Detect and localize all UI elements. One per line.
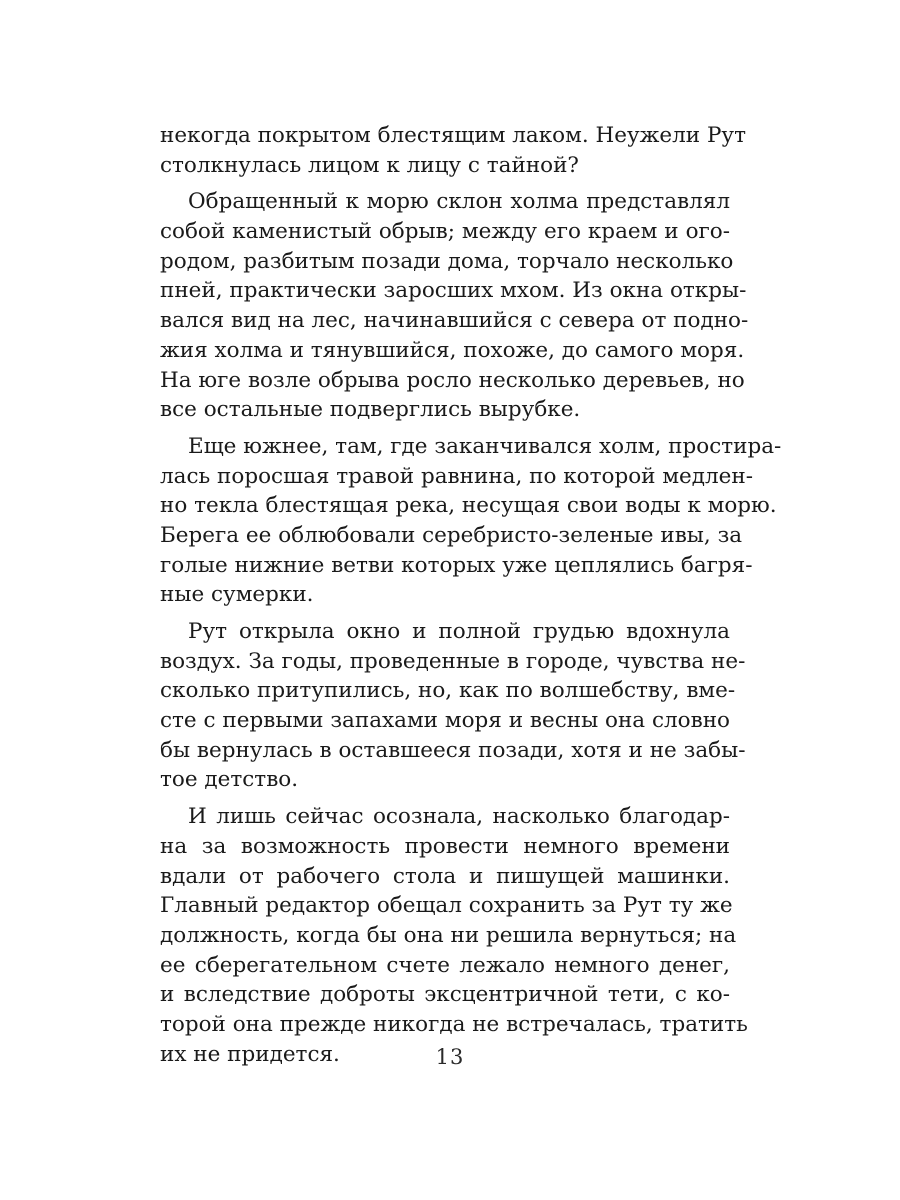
text-line: собой каменистый обрыв; между его краем и ого-: [160, 219, 730, 245]
text-line: Берега ее облюбовали серебристо-зеленые ивы, за: [160, 522, 743, 548]
paragraph-gap: [160, 610, 730, 617]
text-line: На юге возле обрыва росло несколько деревьев, но: [160, 367, 745, 393]
paragraph: [160, 617, 746, 795]
text-line: И лишь сейчас осознала, насколько благодар-: [188, 804, 730, 830]
text-line: вался вид на лес, начинавшийся с севера от подно-: [160, 308, 749, 334]
page-number: 13: [435, 1045, 465, 1069]
text-line: жия холма и тянувшийся, похоже, до самого моря.: [160, 337, 745, 363]
text-line: но текла блестящая река, несущая свои воды к морю.: [160, 493, 777, 519]
text-line: воздух. За годы, проведенные в городе, чувства не-: [160, 648, 746, 674]
text-line: лась поросшая травой равнина, по которой медлен-: [160, 463, 753, 489]
text-line: на за возможность провести немного времени: [160, 833, 730, 859]
text-line: Рут открыла окно и полной грудью вдохнула: [188, 619, 730, 644]
text-line: Обращенный к морю склон холма представлял: [188, 189, 730, 215]
paragraph-gap: [160, 180, 730, 187]
paragraph: [160, 121, 746, 180]
text-line: сте с первыми запахами моря и весны она словно: [160, 708, 730, 734]
text-line: вдали от рабочего стола и пишущей машинки.: [160, 863, 730, 889]
paragraph: [160, 802, 748, 1069]
text-line: голые нижние ветви которых уже цеплялись багря-: [160, 552, 753, 578]
paragraph: [160, 432, 782, 610]
text-line: некогда покрытом блестящим лаком. Неужели Рут: [160, 123, 746, 148]
text-line: их не придется.: [160, 1041, 340, 1067]
text-line: и вследствие доброты эксцентричной тети, с ко-: [160, 982, 730, 1008]
text-line: родом, разбитым позади дома, торчало несколько: [160, 248, 734, 274]
paragraph-gap: [160, 795, 730, 802]
text-line: пней, практически заросших мхом. Из окна откры-: [160, 278, 747, 304]
text-line: ее сберегательном счете лежало немного денег,: [160, 952, 730, 978]
text-line: бы вернулась в оставшееся позади, хотя и не забы-: [160, 737, 746, 763]
text-line: торой она прежде никогда не встречалась, тратить: [160, 1011, 748, 1037]
text-line: все остальные подверглись вырубке.: [160, 397, 581, 423]
paragraph-gap: [160, 425, 730, 432]
body-text: [160, 121, 782, 1069]
paragraph: [160, 187, 749, 425]
text-line: ные сумерки.: [160, 582, 314, 608]
text-line: должность, когда бы она ни решила вернуться; на: [160, 922, 737, 948]
text-line: тое детство.: [160, 767, 299, 793]
text-line: Еще южнее, там, где заканчивался холм, простира-: [188, 433, 782, 459]
text-line: столкнулась лицом к лицу с тайной?: [160, 152, 579, 178]
text-line: сколько притупились, но, как по волшебству, вме-: [160, 678, 736, 704]
text-line: Главный редактор обещал сохранить за Рут ту же: [160, 893, 733, 919]
